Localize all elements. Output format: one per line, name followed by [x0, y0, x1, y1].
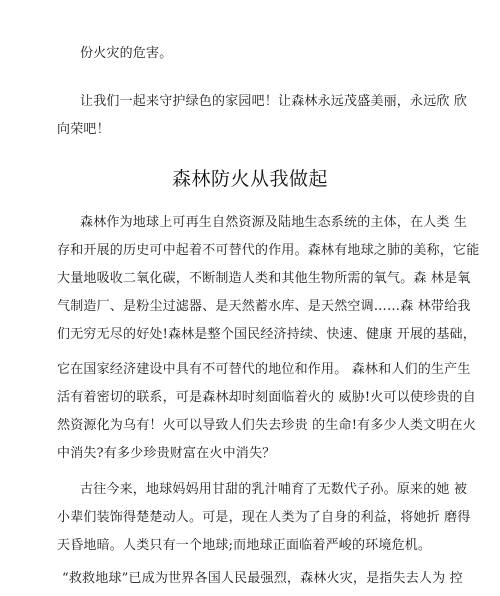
- paragraph1-line-6: 它在国家经济建设中具有不可替代的地位和作用。 森林和人们的生产生: [57, 362, 471, 377]
- paragraph2-line-1: 古往今来，地球妈妈用甘甜的乳汁哺育了无数代子孙。原来的她 被: [80, 482, 468, 497]
- intro-line-1: 份火灾的危害。: [80, 46, 173, 61]
- paragraph1-line-5: 们无穷无尽的好处!森林是整个国民经济持续、快速、健康 开展的基础，: [57, 327, 476, 342]
- paragraph1-line-4: 气制造厂、是粉尘过滤器、是天然蓄水库、是天然空调……森 林带给我: [57, 299, 471, 314]
- paragraph2-line-2: 小辈们装饰得楚楚动人。可是，现在人类为了自身的利益，将她折 磨得: [57, 510, 471, 525]
- paragraph3-line-1: “救救地球”已成为世界各国人民最强烈，森林火灾，是指失去人为 控: [62, 571, 463, 586]
- paragraph2-line-3: 天昏地暗。人类只有一个地球;而地球正面临着严峻的环境危机。: [57, 538, 432, 553]
- intro-line-2: 让我们一起来守护绿色的家园吧！让森林永远茂盛美丽，永远欣 欣: [80, 94, 468, 109]
- paragraph1-line-2: 存和开展的历史可中起着不可替代的作用。森林有地球之肺的美称，它能: [57, 243, 480, 258]
- paragraph1-line-1: 森林作为地球上可再生自然资源及陆地生态系统的主体，在人类 生: [80, 215, 468, 230]
- paragraph1-line-8: 然资源化为乌有！火可以导致人们失去珍贵 的生命!有多少人类文明在火: [57, 418, 476, 433]
- paragraph1-line-7: 活有着密切的联系，可是森林却时刻面临着火的 威胁!火可以使珍贵的自: [57, 390, 476, 405]
- paragraph1-line-3: 大量地吸收二氧化碳，不断制造人类和其他生物所需的氧气。森 林是氧: [57, 271, 471, 286]
- paragraph1-line-9: 中消失?有多少珍贵财富在火中消失？: [57, 446, 276, 461]
- document-title: 森林防火从我做起: [171, 168, 328, 190]
- intro-line-3: 向荣吧！: [57, 122, 110, 137]
